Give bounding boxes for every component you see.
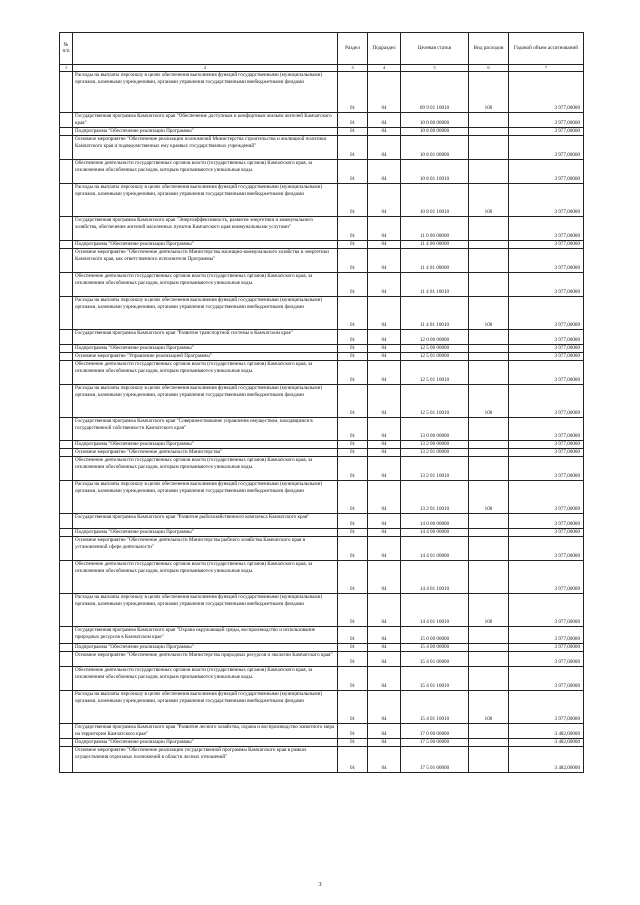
cell-subsection: 04 [368, 217, 401, 241]
document-page [59, 32, 583, 773]
cell-expense-type [469, 514, 509, 529]
table-row [60, 441, 584, 449]
cell-target-article: 11 0 00 00000 [401, 217, 469, 241]
cell-section: 01 [338, 217, 368, 241]
cell-section: 01 [338, 529, 368, 537]
table-row [60, 457, 584, 481]
table-row [60, 217, 584, 241]
cell-subsection: 04 [368, 353, 401, 361]
cell-name: Подпрограмма "Обеспечение реализации Программы" [73, 529, 338, 537]
table-row [60, 297, 584, 330]
header-target-article: Целевая статья [401, 33, 469, 65]
cell-target-article: 14 4 01 00000 [401, 537, 469, 561]
cell-name: Подпрограмма "Обеспечение реализации Программы" [73, 128, 338, 136]
cell-name: Основное мероприятие "Обеспечение деятельности Министерства жилищно-коммунального хозяйства и энергетики Камчатского края, как ответственного исполнителя Программы" [73, 249, 338, 273]
header-subsection: Подраздел [368, 33, 401, 65]
cell-section: 01 [338, 297, 368, 330]
cell-expense-type [469, 449, 509, 457]
cell-section: 01 [338, 113, 368, 128]
cell-name: Обеспечение деятельности государственных органов власти (государственных органов) Камчатского края, за исключением обособленных расходов, которым присваиваются уникальные коды. [73, 457, 338, 481]
cell-amount: 3 977,00000 [509, 514, 584, 529]
cell-target-article: 15 0 00 00000 [401, 627, 469, 644]
cell-number [60, 273, 73, 297]
cell-expense-type: 100 [469, 481, 509, 514]
cell-expense-type [469, 457, 509, 481]
cell-target-article: 14 4 01 10010 [401, 594, 469, 627]
cell-amount: 3 977,00000 [509, 113, 584, 128]
cell-expense-type [469, 441, 509, 449]
cell-name: Основное мероприятие "Управление реализацией Программы" [73, 353, 338, 361]
cell-number [60, 652, 73, 667]
cell-target-article: 12 5 00 00000 [401, 345, 469, 353]
cell-number [60, 418, 73, 441]
table-row [60, 418, 584, 441]
cell-name: Основное мероприятие "Обеспечение реализации государственной программы Камчатского края в рамках осуществления отдельных полномочий в области лесных отношений" [73, 747, 338, 773]
cell-expense-type [469, 249, 509, 273]
cell-section: 01 [338, 128, 368, 136]
cell-subsection: 04 [368, 113, 401, 128]
cell-name: Расходы на выплаты персоналу в целях обеспечения выполнения функций государственными (муниципальными) органами, казенными учреждениями, органами управления государственными внебюджетными фондами [73, 594, 338, 627]
cell-number [60, 561, 73, 594]
cell-number [60, 537, 73, 561]
cell-subsection: 04 [368, 72, 401, 113]
cell-target-article: 15 4 01 00000 [401, 652, 469, 667]
cell-expense-type [469, 113, 509, 128]
table-row [60, 514, 584, 529]
cell-subsection: 04 [368, 385, 401, 418]
cell-section: 01 [338, 184, 368, 217]
cell-number [60, 160, 73, 184]
cell-name: Обеспечение деятельности государственных органов власти (государственных органов) Камчатского края, за исключением обособленных расходов, которым присваиваются уникальные коды. [73, 361, 338, 385]
cell-number [60, 747, 73, 773]
cell-expense-type: 100 [469, 691, 509, 724]
cell-amount: 3 977,00000 [509, 249, 584, 273]
column-number: 6 [469, 65, 509, 72]
table-row [60, 747, 584, 773]
cell-section: 01 [338, 481, 368, 514]
cell-number [60, 249, 73, 273]
table-row [60, 594, 584, 627]
cell-expense-type [469, 667, 509, 691]
cell-amount: 3 977,00000 [509, 273, 584, 297]
cell-name: Государственная программа Камчатского края "Энергоэффективность, развитие энергетики и коммунального хозяйства, обеспечение жителей населенных пунктов Камчатского края коммунальными услугами" [73, 217, 338, 241]
cell-name: Расходы на выплаты персоналу в целях обеспечения выполнения функций государственными (муниципальными) органами, казенными учреждениями, органами управления государственными внебюджетными фондами [73, 481, 338, 514]
cell-expense-type [469, 273, 509, 297]
table-row [60, 449, 584, 457]
cell-amount: 3 977,00000 [509, 667, 584, 691]
cell-subsection: 04 [368, 594, 401, 627]
cell-section: 01 [338, 561, 368, 594]
cell-subsection: 04 [368, 457, 401, 481]
cell-subsection: 04 [368, 724, 401, 739]
cell-expense-type [469, 644, 509, 652]
cell-amount: 3 977,00000 [509, 441, 584, 449]
cell-expense-type [469, 330, 509, 345]
table-row [60, 249, 584, 273]
cell-amount: 3 977,00000 [509, 353, 584, 361]
table-row [60, 529, 584, 537]
cell-target-article: 13 2 01 10010 [401, 481, 469, 514]
cell-expense-type: 100 [469, 72, 509, 113]
cell-section: 01 [338, 361, 368, 385]
cell-expense-type: 100 [469, 184, 509, 217]
cell-section: 01 [338, 330, 368, 345]
cell-amount: 3 977,00000 [509, 537, 584, 561]
cell-subsection: 04 [368, 330, 401, 345]
cell-amount: 3 977,00000 [509, 644, 584, 652]
table-row [60, 273, 584, 297]
cell-section: 01 [338, 514, 368, 529]
cell-section: 01 [338, 72, 368, 113]
cell-subsection: 04 [368, 449, 401, 457]
cell-target-article: 15 4 01 10010 [401, 667, 469, 691]
table-row [60, 353, 584, 361]
cell-subsection: 04 [368, 691, 401, 724]
cell-expense-type [469, 361, 509, 385]
cell-number [60, 627, 73, 644]
cell-subsection: 04 [368, 529, 401, 537]
cell-section: 01 [338, 747, 368, 773]
table-header-row [60, 33, 584, 65]
cell-number [60, 184, 73, 217]
cell-section: 01 [338, 449, 368, 457]
cell-target-article: 14 4 01 10010 [401, 561, 469, 594]
cell-number [60, 72, 73, 113]
cell-number [60, 330, 73, 345]
cell-amount: 3 977,00000 [509, 136, 584, 160]
cell-section: 01 [338, 441, 368, 449]
cell-subsection: 04 [368, 561, 401, 594]
cell-target-article: 10 0 00 00000 [401, 113, 469, 128]
table-row [60, 330, 584, 345]
cell-expense-type [469, 537, 509, 561]
header-expense-type: Вид расходов [469, 33, 509, 65]
cell-number [60, 667, 73, 691]
cell-expense-type [469, 217, 509, 241]
table-row [60, 361, 584, 385]
cell-section: 01 [338, 594, 368, 627]
cell-section: 01 [338, 724, 368, 739]
cell-expense-type [469, 353, 509, 361]
cell-target-article: 09 9 01 10010 [401, 72, 469, 113]
cell-name: Подпрограмма "Обеспечение реализации Программы" [73, 241, 338, 249]
cell-number [60, 514, 73, 529]
cell-amount: 3 977,00000 [509, 241, 584, 249]
cell-number [60, 594, 73, 627]
cell-target-article: 12 5 01 00000 [401, 353, 469, 361]
cell-number [60, 481, 73, 514]
cell-number [60, 529, 73, 537]
cell-expense-type [469, 529, 509, 537]
cell-section: 01 [338, 739, 368, 747]
cell-expense-type [469, 561, 509, 594]
cell-subsection: 04 [368, 184, 401, 217]
table-row [60, 160, 584, 184]
cell-amount: 3 482,00000 [509, 724, 584, 739]
cell-section: 01 [338, 644, 368, 652]
cell-subsection: 04 [368, 418, 401, 441]
cell-amount: 3 977,00000 [509, 529, 584, 537]
table-row [60, 385, 584, 418]
table-row [60, 724, 584, 739]
table-row [60, 184, 584, 217]
table-row [60, 481, 584, 514]
column-number: 7 [509, 65, 584, 72]
cell-amount: 3 977,00000 [509, 691, 584, 724]
cell-name: Подпрограмма "Обеспечение реализации Программы" [73, 644, 338, 652]
cell-section: 01 [338, 273, 368, 297]
header-name [73, 33, 338, 65]
cell-subsection: 04 [368, 128, 401, 136]
cell-target-article: 11 4 01 10010 [401, 297, 469, 330]
cell-section: 01 [338, 345, 368, 353]
cell-expense-type [469, 128, 509, 136]
table-row [60, 627, 584, 644]
cell-name: Государственная программа Камчатского края "Развитие лесного хозяйства, охрана и воспроизводство животного мира на территории Камчатского края" [73, 724, 338, 739]
cell-amount: 3 977,00000 [509, 345, 584, 353]
cell-name: Обеспечение деятельности государственных органов власти (государственных органов) Камчатского края, за исключением обособленных расходов, которым присваиваются уникальные коды. [73, 273, 338, 297]
cell-name: Основное мероприятие "Обеспечение деятельности Министерства природных ресурсов и экологии Камчатского края" [73, 652, 338, 667]
cell-subsection: 04 [368, 273, 401, 297]
cell-expense-type [469, 724, 509, 739]
cell-name: Обеспечение деятельности государственных органов власти (государственных органов) Камчатского края, за исключением обособленных расходов, которым присваиваются уникальные коды. [73, 160, 338, 184]
cell-expense-type [469, 652, 509, 667]
cell-name: Расходы на выплаты персоналу в целях обеспечения выполнения функций государственными (муниципальными) органами, казенными учреждениями, органами управления государственными внебюджетными фондами [73, 184, 338, 217]
cell-target-article: 13 2 01 10010 [401, 457, 469, 481]
cell-number [60, 361, 73, 385]
cell-target-article: 10 8 00 00000 [401, 128, 469, 136]
cell-amount: 3 977,00000 [509, 627, 584, 644]
cell-name: Основное мероприятие "Обеспечение деятельности Министерства" [73, 449, 338, 457]
table-row [60, 537, 584, 561]
cell-target-article: 11 4 01 00000 [401, 249, 469, 273]
table-row [60, 652, 584, 667]
column-number-row [60, 65, 584, 72]
cell-expense-type [469, 627, 509, 644]
cell-section: 01 [338, 136, 368, 160]
cell-subsection: 04 [368, 652, 401, 667]
cell-amount: 3 977,00000 [509, 594, 584, 627]
cell-section: 01 [338, 353, 368, 361]
cell-expense-type: 100 [469, 297, 509, 330]
cell-target-article: 12 5 01 10010 [401, 385, 469, 418]
cell-target-article: 14 4 00 00000 [401, 529, 469, 537]
cell-subsection: 04 [368, 249, 401, 273]
cell-subsection: 04 [368, 747, 401, 773]
table-body [60, 72, 584, 773]
cell-amount: 3 977,00000 [509, 561, 584, 594]
cell-number [60, 441, 73, 449]
cell-amount: 3 977,00000 [509, 361, 584, 385]
cell-amount: 3 482,00000 [509, 747, 584, 773]
column-number: 4 [368, 65, 401, 72]
cell-expense-type [469, 136, 509, 160]
page-number: 3 [318, 881, 322, 888]
table-row [60, 128, 584, 136]
cell-amount: 3 977,00000 [509, 217, 584, 241]
table-row [60, 345, 584, 353]
cell-expense-type [469, 739, 509, 747]
cell-name: Обеспечение деятельности государственных органов власти (государственных органов) Камчатского края, за исключением обособленных расходов, которым присваиваются уникальные коды. [73, 561, 338, 594]
cell-subsection: 04 [368, 739, 401, 747]
cell-section: 01 [338, 627, 368, 644]
cell-section: 01 [338, 691, 368, 724]
cell-target-article: 13 2 00 00000 [401, 441, 469, 449]
cell-amount: 3 977,00000 [509, 457, 584, 481]
cell-subsection: 04 [368, 361, 401, 385]
cell-name: Государственная программа Камчатского края "Развитие транспортной системы в Камчатском крае" [73, 330, 338, 345]
column-number: 5 [401, 65, 469, 72]
cell-subsection: 04 [368, 345, 401, 353]
cell-subsection: 04 [368, 481, 401, 514]
cell-target-article: 17 5 00 00000 [401, 739, 469, 747]
cell-number [60, 217, 73, 241]
table-row [60, 691, 584, 724]
cell-expense-type [469, 241, 509, 249]
cell-subsection: 04 [368, 627, 401, 644]
cell-target-article: 11 4 00 00000 [401, 241, 469, 249]
cell-subsection: 04 [368, 644, 401, 652]
cell-section: 01 [338, 667, 368, 691]
cell-name: Обеспечение деятельности государственных органов власти (государственных органов) Камчатского края, за исключением обособленных расходов, которым присваиваются уникальные коды. [73, 667, 338, 691]
cell-amount: 3 977,00000 [509, 652, 584, 667]
cell-number [60, 241, 73, 249]
cell-expense-type: 100 [469, 594, 509, 627]
column-number: 2 [73, 65, 338, 72]
table-row [60, 739, 584, 747]
cell-name: Государственная программа Камчатского края "Развитие рыбохозяйственного комплекса Камчатского края" [73, 514, 338, 529]
cell-target-article: 14 0 00 00000 [401, 514, 469, 529]
cell-subsection: 04 [368, 537, 401, 561]
cell-section: 01 [338, 160, 368, 184]
cell-amount: 3 482,00000 [509, 739, 584, 747]
cell-amount: 3 977,00000 [509, 385, 584, 418]
cell-section: 01 [338, 457, 368, 481]
cell-amount: 3 977,00000 [509, 128, 584, 136]
header-section: Раздел [338, 33, 368, 65]
cell-subsection: 04 [368, 136, 401, 160]
cell-name: Основное мероприятие "Обеспечение реализации полномочий Министерства строительства и жилищной политики Камчатского края и подведомственных ему краевых государственных учреждений" [73, 136, 338, 160]
cell-target-article: 10 8 01 00000 [401, 136, 469, 160]
cell-number [60, 385, 73, 418]
cell-section: 01 [338, 652, 368, 667]
cell-expense-type [469, 418, 509, 441]
column-number: 3 [338, 65, 368, 72]
cell-number [60, 691, 73, 724]
table-row [60, 72, 584, 113]
cell-target-article: 17 5 01 00000 [401, 747, 469, 773]
cell-target-article: 17 0 00 00000 [401, 724, 469, 739]
cell-section: 01 [338, 241, 368, 249]
cell-number [60, 644, 73, 652]
cell-section: 01 [338, 418, 368, 441]
cell-name: Расходы на выплаты персоналу в целях обеспечения выполнения функций государственными (муниципальными) органами, казенными учреждениями, органами управления государственными внебюджетными фондами [73, 691, 338, 724]
cell-subsection: 04 [368, 160, 401, 184]
table-row [60, 667, 584, 691]
table-row [60, 136, 584, 160]
cell-name: Подпрограмма "Обеспечение реализации Программы" [73, 739, 338, 747]
cell-amount: 3 977,00000 [509, 330, 584, 345]
cell-number [60, 136, 73, 160]
cell-name: Государственная программа Камчатского края "Обеспечение доступным и комфортным жильем жителей Камчатского края" [73, 113, 338, 128]
cell-number [60, 113, 73, 128]
cell-subsection: 04 [368, 297, 401, 330]
cell-number [60, 353, 73, 361]
cell-target-article: 11 4 01 10010 [401, 273, 469, 297]
cell-number [60, 457, 73, 481]
cell-subsection: 04 [368, 514, 401, 529]
cell-target-article: 15 4 00 00000 [401, 644, 469, 652]
cell-subsection: 04 [368, 667, 401, 691]
cell-amount: 3 977,00000 [509, 297, 584, 330]
cell-amount: 3 977,00000 [509, 481, 584, 514]
cell-target-article: 13 0 00 00000 [401, 418, 469, 441]
cell-amount: 3 977,00000 [509, 418, 584, 441]
cell-target-article: 12 0 00 00000 [401, 330, 469, 345]
cell-target-article: 10 8 01 10010 [401, 160, 469, 184]
cell-name: Государственная программа Камчатского края "Совершенствование управления имуществом, находящимся в государственной собственности Камчатского края" [73, 418, 338, 441]
cell-number [60, 724, 73, 739]
cell-target-article: 13 2 01 00000 [401, 449, 469, 457]
cell-target-article: 10 8 01 10010 [401, 184, 469, 217]
cell-target-article: 15 4 01 10010 [401, 691, 469, 724]
cell-number [60, 739, 73, 747]
column-number: 1 [60, 65, 73, 72]
cell-expense-type [469, 160, 509, 184]
cell-number [60, 449, 73, 457]
cell-name: Подпрограмма "Обеспечение реализации Программы" [73, 441, 338, 449]
cell-section: 01 [338, 385, 368, 418]
cell-number [60, 345, 73, 353]
cell-target-article: 12 5 01 10010 [401, 361, 469, 385]
cell-amount: 3 977,00000 [509, 184, 584, 217]
cell-amount: 3 977,00000 [509, 72, 584, 113]
cell-amount: 3 977,00000 [509, 160, 584, 184]
cell-expense-type: 100 [469, 385, 509, 418]
cell-section: 01 [338, 249, 368, 273]
cell-name: Основное мероприятие "Обеспечение деятельности Министерства рыбного хозяйства Камчатского края в установленной сфере деятельности" [73, 537, 338, 561]
cell-name: Расходы на выплаты персоналу в целях обеспечения выполнения функций государственными (муниципальными) органами, казенными учреждениями, органами управления государственными внебюджетными фондами [73, 385, 338, 418]
cell-expense-type [469, 345, 509, 353]
table-row [60, 561, 584, 594]
header-number: № п/п [60, 33, 73, 65]
table-row [60, 644, 584, 652]
cell-number [60, 128, 73, 136]
cell-amount: 3 977,00000 [509, 449, 584, 457]
budget-table [59, 32, 584, 773]
cell-subsection: 04 [368, 241, 401, 249]
cell-name: Подпрограмма "Обеспечение реализации Программы" [73, 345, 338, 353]
cell-number [60, 297, 73, 330]
cell-section: 01 [338, 537, 368, 561]
cell-name: Расходы на выплаты персоналу в целях обеспечения выполнения функций государственными (муниципальными) органами, казенными учреждениями, органами управления государственными внебюджетными фондами [73, 72, 338, 113]
table-row [60, 113, 584, 128]
header-annual-volume: Годовой объем ассигнований [509, 33, 584, 65]
cell-subsection: 04 [368, 441, 401, 449]
cell-name: Государственная программа Камчатского края "Охрана окружающей среды, воспроизводство и использование природных ресурсов в Камчатском крае" [73, 627, 338, 644]
table-row [60, 241, 584, 249]
cell-expense-type [469, 747, 509, 773]
cell-name: Расходы на выплаты персоналу в целях обеспечения выполнения функций государственными (муниципальными) органами, казенными учреждениями, органами управления государственными внебюджетными фондами [73, 297, 338, 330]
